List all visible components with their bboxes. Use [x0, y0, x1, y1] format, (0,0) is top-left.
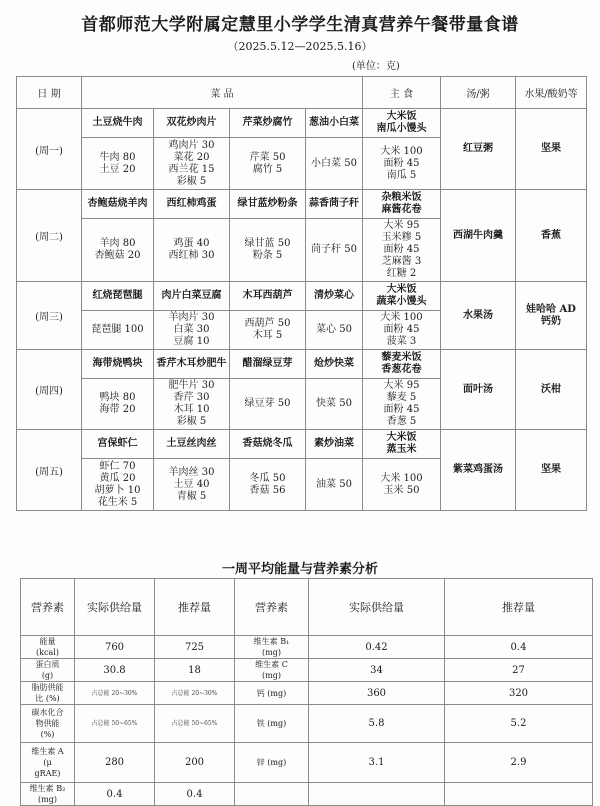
nutrient-name-line: (kcal): [36, 648, 59, 657]
nutrient-name: [235, 783, 309, 806]
nutrient-name: [21, 636, 75, 659]
analysis-title: 一周平均能量与营养素分析: [221, 562, 378, 577]
dish-name: 土豆烧牛肉: [82, 109, 154, 138]
actual-supply: 3.1: [309, 743, 445, 783]
header-dishes: 菜 品: [82, 77, 363, 109]
nutrition-header: 营养素: [235, 579, 309, 636]
ingredient: 鸡蛋 40: [173, 238, 210, 249]
ingredient: 青椒 5: [176, 490, 207, 502]
dish-ingredients: [82, 138, 154, 190]
dish-ingredients: [154, 219, 230, 282]
staple-name: [363, 430, 441, 459]
ingredient: 黄瓜 20: [99, 472, 136, 484]
ingredient: 南瓜 5: [386, 169, 417, 181]
dish-name: 素炒油菜: [306, 430, 363, 459]
recommended: 占总能 50~65%: [155, 705, 235, 743]
nutrient-name-line: 锌 (mg): [256, 758, 287, 767]
nutrient-name-line: 钙 (mg): [256, 688, 287, 698]
actual-supply: 0.42: [309, 636, 445, 659]
nutrient-name: [235, 659, 309, 682]
ingredient: 面粉 45: [383, 324, 420, 335]
nutrient-name-line: (mg): [262, 648, 281, 657]
ingredient: 大米 100: [380, 472, 423, 484]
actual-supply: 360: [309, 682, 445, 705]
ingredient: 粉条 5: [252, 250, 283, 261]
nutrition-header: 营养素: [21, 579, 75, 636]
fruit-name: 沃柑: [516, 350, 587, 430]
staple-ingredients: [363, 311, 441, 350]
nutrition-header: 实际供给量: [75, 579, 155, 636]
nutrition-body: [21, 579, 593, 806]
ingredient: 腐竹 5: [252, 163, 283, 175]
ingredient: 虾仁 70: [99, 460, 136, 472]
dish-ingredients: [154, 138, 230, 190]
dish-ingredients: [306, 311, 363, 350]
ingredient: 菜花 20: [173, 151, 210, 163]
dish-ingredients: [306, 219, 363, 282]
ingredient: 大米 95: [383, 220, 420, 231]
nutrient-name: [21, 659, 75, 682]
staple-name-line: 大米饭: [386, 111, 417, 122]
ingredient: 白菜 30: [173, 324, 210, 335]
actual-supply: 占总能 50~65%: [75, 705, 155, 743]
ingredient: 胡萝卜 10: [94, 484, 141, 496]
staple-ingredients: [363, 219, 441, 282]
dish-ingredients: [82, 219, 154, 282]
ingredient: 土豆 20: [99, 163, 136, 175]
nutrition-table: [20, 578, 593, 806]
recommended: [445, 783, 593, 806]
nutrition-row: [21, 636, 593, 659]
nutrient-name: [21, 783, 75, 806]
nutrient-name-line: (g): [41, 671, 54, 680]
ingredient: 香菇 56: [249, 484, 286, 496]
nutrient-name-line: (mg): [262, 671, 281, 680]
ingredient: 油菜 50: [316, 478, 352, 490]
nutrient-name-line: 维生素 C: [255, 660, 288, 669]
dish-ingredients: [82, 311, 154, 350]
nutrient-name-line: gRAE): [34, 769, 61, 778]
ingredient: 大米 95: [383, 380, 420, 391]
ingredient: 木耳 5: [252, 330, 283, 341]
ingredient: 彩椒 5: [176, 416, 207, 427]
dish-name: 香芹木耳炒肥牛: [154, 350, 230, 379]
recommended: 0.4: [155, 783, 235, 806]
ingredient: 鸭块 80: [99, 392, 136, 403]
dish-ingredients: [154, 311, 230, 350]
staple-name-line: 杂粮米饭: [381, 192, 422, 203]
ingredient: 香葱 5: [386, 416, 417, 427]
actual-supply: 760: [75, 636, 155, 659]
ingredient: 羊肉片 30: [168, 312, 215, 323]
ingredient: 小白菜 50: [311, 157, 357, 169]
nutrient-name: [235, 743, 309, 783]
dish-ingredients: [82, 459, 154, 511]
fruit-name: 坚果: [516, 430, 587, 511]
nutrient-name: [235, 636, 309, 659]
ingredient: 羊肉 80: [99, 238, 136, 249]
recommended: 725: [155, 636, 235, 659]
menu-table: [16, 76, 587, 511]
dish-ingredients: [154, 379, 230, 430]
date-range: （2025.5.12—2025.5.16）: [227, 40, 373, 53]
nutrition-row: [21, 783, 593, 806]
nutrient-name: [235, 682, 309, 705]
day-name-row: [17, 282, 587, 311]
ingredient: 大米 100: [380, 312, 423, 323]
soup-name: 红豆粥: [441, 109, 516, 190]
ingredient: 菠菜 3: [386, 336, 417, 347]
nutrient-name-line: 维生素 B₂: [29, 784, 66, 793]
recommended: 18: [155, 659, 235, 682]
dish-name: 肉片白菜豆腐: [154, 282, 230, 311]
menu-body: [17, 109, 587, 511]
nutrient-name-line: 脂肪供能: [31, 683, 64, 692]
staple-name: [363, 282, 441, 311]
day-name-row: [17, 109, 587, 138]
dish-ingredients: [230, 138, 306, 190]
ingredient: 花生米 5: [97, 496, 138, 508]
dish-name: 绿甘蓝炒粉条: [230, 190, 306, 219]
dish-name: 蒜香茼子秆: [306, 190, 363, 219]
dish-name: 宫保虾仁: [82, 430, 154, 459]
staple-name-line: 南瓜小馒头: [376, 123, 427, 134]
ingredient: 海带 20: [99, 404, 136, 415]
nutrient-name-line: (μ: [43, 758, 52, 767]
fruit-name: 娃哈哈 AD 钙奶: [516, 282, 587, 350]
dish-ingredients: [230, 379, 306, 430]
staple-name-line: 麻酱花卷: [381, 204, 422, 215]
day-label: (周五): [17, 430, 82, 511]
dish-name: 红烧琵琶腿: [82, 282, 154, 311]
nutrient-name-line: 蛋白质: [35, 660, 60, 669]
day-name-row: [17, 430, 587, 459]
nutrient-name-line: 比 (%): [35, 694, 60, 703]
staple-ingredients: [363, 379, 441, 430]
nutrient-name-line: 铁 (mg): [256, 719, 287, 728]
ingredient: 红糖 2: [386, 268, 417, 279]
staple-name: [363, 190, 441, 219]
day-label: (周二): [17, 190, 82, 282]
ingredient: 芝麻酱 3: [381, 256, 422, 267]
ingredient: 冬瓜 50: [249, 472, 286, 484]
soup-name: 紫菜鸡蛋汤: [441, 430, 516, 511]
day-name-row: [17, 190, 587, 219]
dish-name: 海带烧鸭块: [82, 350, 154, 379]
dish-name: 香菇烧冬瓜: [230, 430, 306, 459]
nutrient-name: [235, 705, 309, 743]
nutrition-header: 推荐量: [445, 579, 593, 636]
actual-supply: 30.8: [75, 659, 155, 682]
day-label: (周三): [17, 282, 82, 350]
staple-ingredients: [363, 138, 441, 190]
recommended: 200: [155, 743, 235, 783]
dish-name: 醋溜绿豆芽: [230, 350, 306, 379]
page-title: 首都师范大学附属定慧里小学学生清真营养午餐带量食谱: [81, 15, 519, 35]
dish-ingredients: [82, 379, 154, 430]
ingredient: 玉米 50: [383, 484, 420, 496]
staple-name: [363, 109, 441, 138]
nutrient-name-line: (mg): [38, 795, 57, 804]
staple-name-line: 蔬菜小馒头: [376, 296, 427, 307]
ingredient: 牛肉 80: [99, 151, 136, 163]
dish-name: 炝炒快菜: [306, 350, 363, 379]
staple-name-line: 大米饭: [386, 432, 417, 443]
ingredient: 面粉 45: [383, 157, 420, 169]
fruit-name: 香蕉: [516, 190, 587, 282]
ingredient: 肥牛片 30: [168, 380, 215, 391]
day-name-row: [17, 350, 587, 379]
day-label: (周四): [17, 350, 82, 430]
header-staple: 主 食: [363, 77, 441, 109]
actual-supply: [309, 783, 445, 806]
dish-name: 芹菜炒腐竹: [230, 109, 306, 138]
day-label: (周一): [17, 109, 82, 190]
recommended: 5.2: [445, 705, 593, 743]
recommended: 占总能 20~30%: [155, 682, 235, 705]
ingredient: 西红柿 30: [168, 250, 215, 261]
nutrition-row: [21, 659, 593, 682]
ingredient: 绿豆芽 50: [244, 398, 291, 409]
actual-supply: 占总能 20~30%: [75, 682, 155, 705]
unit-label: (单位：克): [352, 61, 400, 72]
soup-name: 水果汤: [441, 282, 516, 350]
nutrient-name: [21, 682, 75, 705]
nutrition-row: [21, 705, 593, 743]
ingredient: 杏鲍菇 20: [94, 250, 141, 261]
ingredient: 羊肉丝 30: [168, 466, 215, 478]
nutrient-name-line: 能量: [39, 637, 56, 646]
ingredient: 快菜 50: [316, 398, 352, 409]
dish-ingredients: [306, 138, 363, 190]
staple-name: [363, 350, 441, 379]
dish-ingredients: [154, 459, 230, 511]
nutrition-header: 推荐量: [155, 579, 235, 636]
actual-supply: 34: [309, 659, 445, 682]
dish-name: 西红柿鸡蛋: [154, 190, 230, 219]
ingredient: 绿甘蓝 50: [244, 238, 291, 249]
nutrient-name: [21, 705, 75, 743]
ingredient: 西葫芦 50: [244, 318, 291, 329]
actual-supply: 5.8: [309, 705, 445, 743]
ingredient: 木耳 10: [173, 404, 210, 415]
recommended: 2.9: [445, 743, 593, 783]
fruit-name: 坚果: [516, 109, 587, 190]
recommended: 320: [445, 682, 593, 705]
nutrition-row: [21, 682, 593, 705]
nutrient-name-line: (%): [40, 730, 55, 739]
dish-ingredients: [306, 379, 363, 430]
nutrient-name-line: 维生素 A: [31, 747, 64, 756]
dish-ingredients: [230, 219, 306, 282]
dish-name: 杏鲍菇烧羊肉: [82, 190, 154, 219]
header-soup: 汤/粥: [441, 77, 516, 109]
nutrition-header: 实际供给量: [309, 579, 445, 636]
actual-supply: 280: [75, 743, 155, 783]
ingredient: 藜麦 5: [386, 392, 417, 403]
staple-name-line: 藜麦米饭: [381, 352, 422, 363]
nutrition-row: [21, 743, 593, 783]
recommended: 27: [445, 659, 593, 682]
dish-name: 葱油小白菜: [306, 109, 363, 138]
ingredient: 面粉 45: [383, 244, 420, 255]
staple-name-line: 蒸玉米: [386, 444, 417, 455]
header-fruit: 水果/酸奶等: [516, 77, 587, 109]
ingredient: 土豆 40: [173, 478, 210, 490]
header-day: 日 期: [17, 77, 82, 109]
ingredient: 鸡肉片 30: [168, 139, 215, 151]
nutrient-name-line: 碳水化合: [31, 708, 64, 717]
nutrient-name: [21, 743, 75, 783]
ingredient: 大米 100: [380, 145, 423, 157]
dish-ingredients: [230, 459, 306, 511]
ingredient: 香芹 30: [173, 392, 210, 403]
dish-name: 清炒菜心: [306, 282, 363, 311]
dish-name: 木耳西葫芦: [230, 282, 306, 311]
ingredient: 豆腐 10: [173, 336, 210, 347]
dish-ingredients: [230, 311, 306, 350]
soup-name: 面叶汤: [441, 350, 516, 430]
staple-name-line: 香葱花卷: [381, 364, 422, 375]
ingredient: 琵琶腿 100: [91, 324, 144, 335]
recommended: 0.4: [445, 636, 593, 659]
soup-name: 西湖牛肉羹: [441, 190, 516, 282]
staple-ingredients: [363, 459, 441, 511]
nutrient-name-line: 物供能: [35, 719, 60, 728]
ingredient: 西兰花 15: [168, 163, 215, 175]
dish-name: 土豆丝肉丝: [154, 430, 230, 459]
staple-name-line: 大米饭: [386, 284, 417, 295]
nutrient-name-line: 维生素 B₁: [253, 637, 290, 646]
dish-ingredients: [306, 459, 363, 511]
actual-supply: 0.4: [75, 783, 155, 806]
ingredient: 茼子秆 50: [311, 244, 357, 255]
nutrition-header-row: [21, 579, 593, 636]
ingredient: 芹菜 50: [249, 151, 286, 163]
ingredient: 面粉 45: [383, 404, 420, 415]
dish-name: 双花炒肉片: [154, 109, 230, 138]
ingredient: 玉米糁 5: [381, 232, 422, 243]
ingredient: 菜心 50: [316, 324, 352, 335]
ingredient: 彩椒 5: [176, 175, 207, 187]
